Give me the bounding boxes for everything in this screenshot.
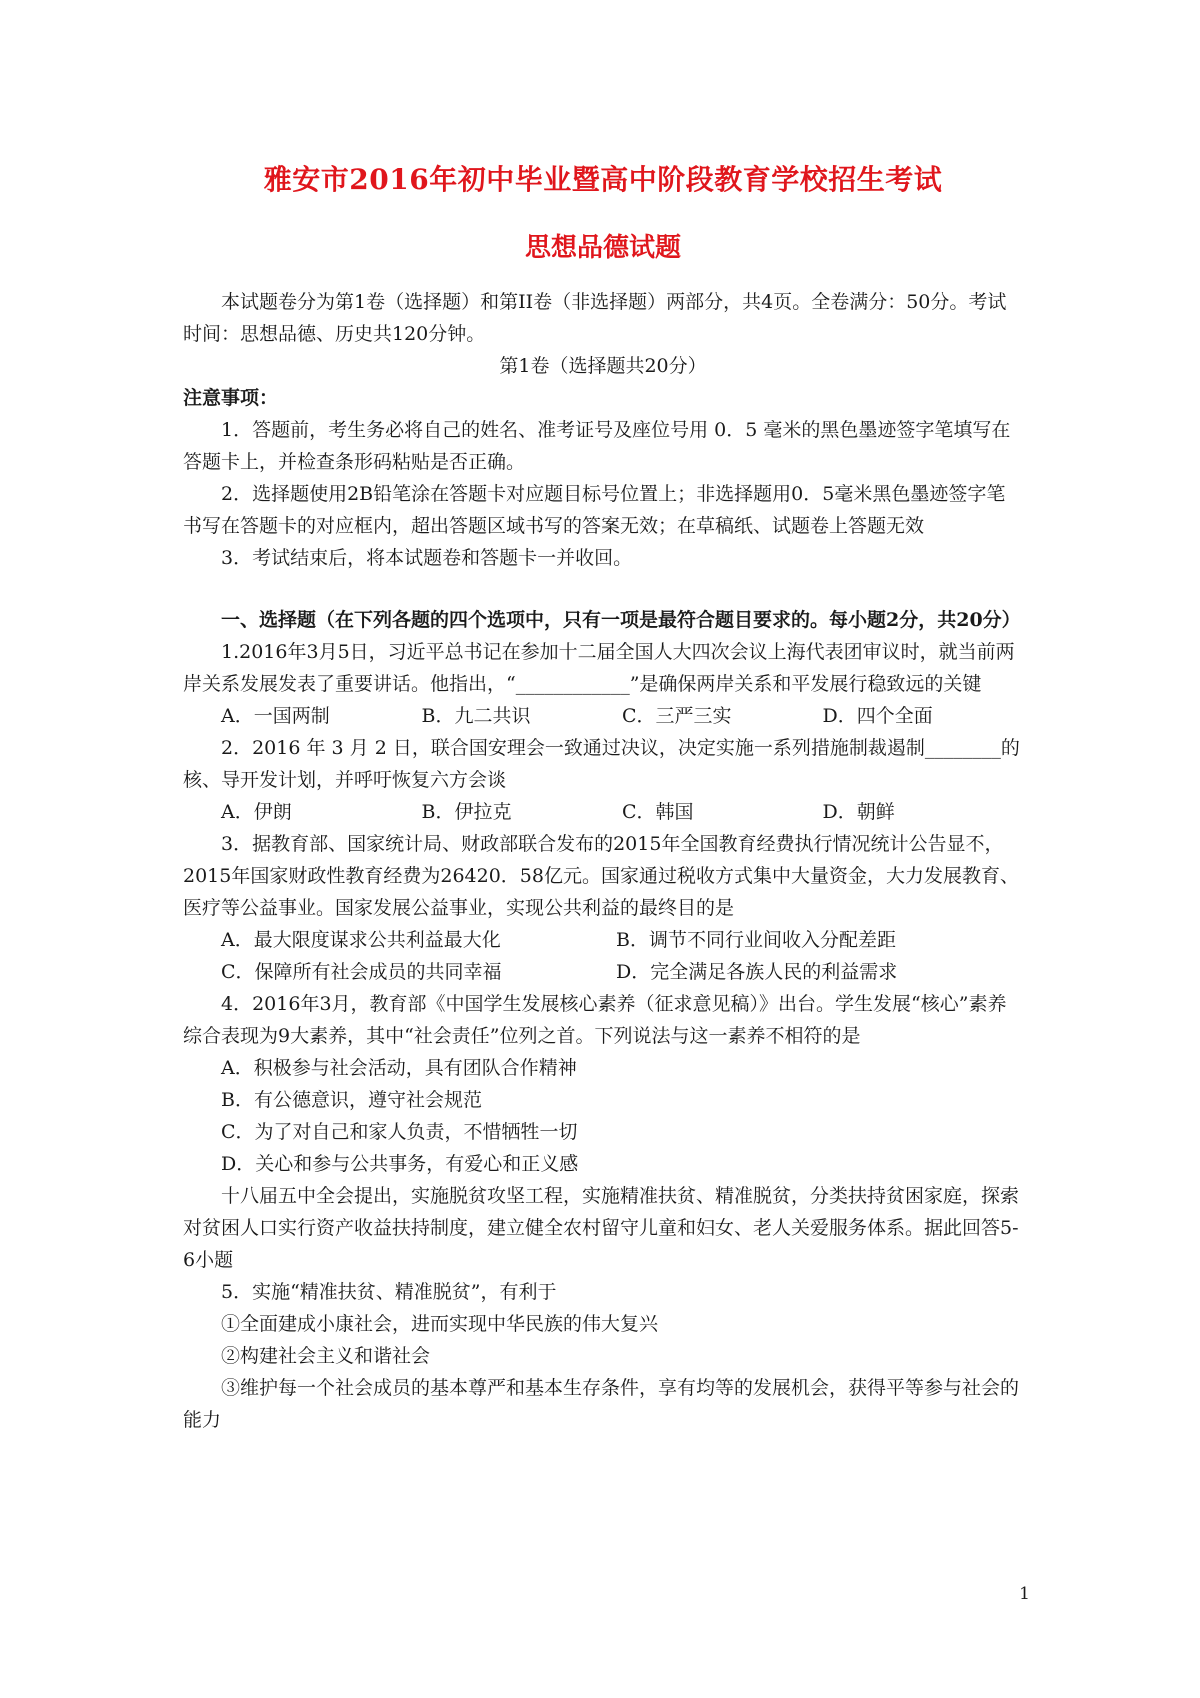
question-3-options-row-1	[183, 924, 1023, 956]
statement-1: ①全面建成小康社会，进而实现中华民族的伟大复兴	[221, 1313, 659, 1335]
option-d: D．四个全面	[822, 705, 933, 727]
question-2: 2．2016 年 3 月 2 日，联合国安理会一致通过决议，决定实施一系列措施制裁遏制________的核、导开发计划，并呼吁恢复六方会谈	[183, 737, 1020, 791]
notes-heading: 注意事项：	[183, 387, 279, 409]
material-paragraph: 十八届五中全会提出，实施脱贫攻坚工程，实施精准扶贫、精准脱贫，分类扶持贫困家庭，探索对贫困人口实行资产收益扶持制度，建立健全农村留守儿童和妇女、老人关爱服务体系。据此回答5-6小题	[183, 1185, 1020, 1271]
exam-title: 雅安市2016年初中毕业暨高中阶段教育学校招生考试	[263, 163, 943, 196]
intro-paragraph: 本试题卷分为第1卷（选择题）和第II卷（非选择题）两部分，共4页。全卷满分：50分。考试时间：思想品德、历史共120分钟。	[183, 291, 1007, 345]
exam-subject-title: 思想品德试题	[524, 233, 681, 263]
note-item-1: 1．答题前，考生务必将自己的姓名、准考证号及座位号用 0．5 毫米的黑色墨迹签字笔填写在答题卡上，并检查条形码粘贴是否正确。	[183, 419, 1011, 473]
question-2-options	[183, 796, 1023, 828]
option-d: D．关心和参与公共事务，有爱心和正义感	[221, 1153, 579, 1175]
option-a: A．最大限度谋求公共利益最大化	[221, 929, 501, 951]
question-1-options	[183, 700, 1023, 732]
option-d: D．完全满足各族人民的利益需求	[616, 961, 898, 983]
option-c: C．为了对自己和家人负责，不惜牺牲一切	[221, 1121, 578, 1143]
volume-heading: 第1卷（选择题共20分）	[499, 355, 707, 377]
option-a: A．伊朗	[221, 801, 292, 823]
option-c: C．韩国	[622, 801, 694, 823]
option-c: C．保障所有社会成员的共同幸福	[221, 961, 502, 983]
option-b: B．伊拉克	[421, 801, 512, 823]
option-a: A．一国两制	[221, 705, 330, 727]
option-b: B．调节不同行业间收入分配差距	[616, 929, 896, 951]
statement-2: ②构建社会主义和谐社会	[221, 1345, 431, 1367]
question-5: 5．实施“精准扶贫、精准脱贫”，有利于	[221, 1281, 557, 1303]
section-heading: 一、选择题（在下列各题的四个选项中，只有一项是最符合题目要求的。每小题2分，共20分）	[221, 609, 1021, 631]
note-item-2: 2．选择题使用2B铅笔涂在答题卡对应题目标号位置上；非选择题用0．5毫米黑色墨迹签字笔书写在答题卡的对应框内，超出答题区域书写的答案无效；在草稿纸、试题卷上答题无效	[183, 483, 1006, 537]
option-c: C．三严三实	[622, 705, 732, 727]
question-3-options-row-2	[183, 956, 1023, 988]
option-a: A．积极参与社会活动，具有团队合作精神	[221, 1057, 577, 1079]
statement-3: ③维护每一个社会成员的基本尊严和基本生存条件，享有均等的发展机会，获得平等参与社会的能力	[183, 1377, 1020, 1431]
question-1: 1.2016年3月5日，习近平总书记在参加十二届全国人大四次会议上海代表团审议时，就当前两岸关系发展发表了重要讲话。他指出，“____________”是确保两岸关系和平发展行稳致远的关键	[183, 641, 1015, 695]
option-d: D．朝鲜	[822, 801, 895, 823]
question-3: 3．据教育部、国家统计局、财政部联合发布的2015年全国教育经费执行情况统计公告显不，2015年国家财政性教育经费为26420．58亿元。国家通过税收方式集中大量资金，大力发展教育、医疗等公益事业。国家发展公益事业，实现公共利益的最终目的是	[183, 833, 1019, 919]
page-content	[183, 152, 1023, 1436]
option-b: B．有公德意识，遵守社会规范	[221, 1089, 482, 1111]
note-item-3: 3．考试结束后，将本试题卷和答题卡一并收回。	[221, 547, 633, 569]
question-4: 4．2016年3月，教育部《中国学生发展核心素养（征求意见稿）》出台。学生发展“核心”素养综合表现为9大素养，其中“社会责任”位列之首。下列说法与这一素养不相符的是	[183, 993, 1007, 1047]
page-number: 1	[1019, 1584, 1030, 1604]
option-b: B．九二共识	[421, 705, 531, 727]
